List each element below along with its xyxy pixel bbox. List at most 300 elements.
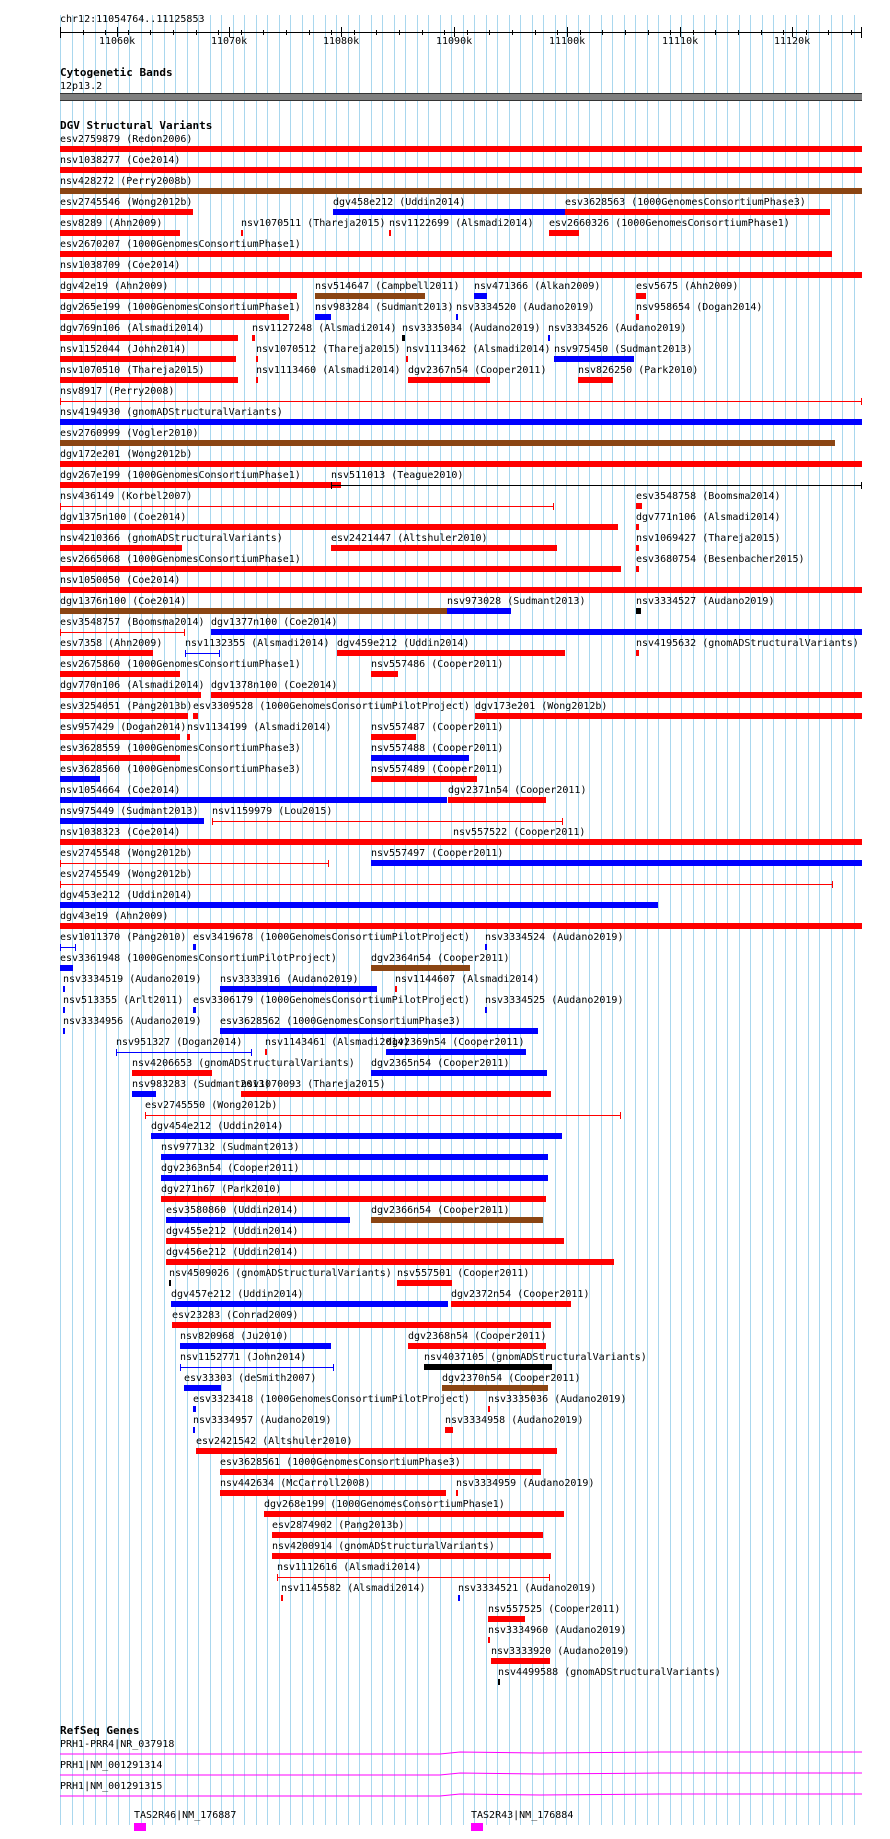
variant-bar[interactable] [180, 1367, 334, 1368]
variant-bar[interactable] [451, 1301, 571, 1307]
gene-label[interactable]: PRH1-PRR4|NR_037918 [60, 1739, 175, 1750]
variant-label[interactable]: dgv1378n100 (Coe2014) [211, 680, 338, 691]
variant-label[interactable]: esv3419678 (1000GenomesConsortiumPilotProject) [193, 932, 470, 943]
variant-bar[interactable] [408, 1343, 546, 1349]
gene-exon[interactable] [471, 1823, 483, 1831]
variant-label[interactable]: esv2675860 (1000GenomesConsortiumPhase1) [60, 659, 301, 670]
variant-label[interactable]: nsv1127248 (Alsmadi2014) [252, 323, 397, 334]
variant-bar[interactable] [60, 755, 180, 761]
variant-bar[interactable] [445, 1427, 453, 1433]
variant-label[interactable]: nsv977132 (Sudmant2013) [161, 1142, 300, 1153]
variant-label[interactable]: nsv4206653 (gnomADStructuralVariants) [132, 1058, 355, 1069]
variant-bar[interactable] [60, 632, 185, 633]
variant-bar[interactable] [565, 209, 830, 215]
variant-label[interactable]: nsv3334959 (Audano2019) [456, 1478, 595, 1489]
variant-bar[interactable] [187, 734, 190, 740]
variant-label[interactable]: nsv1152771 (John2014) [180, 1352, 307, 1363]
variant-bar[interactable] [264, 1511, 564, 1517]
grid-line [831, 15, 832, 1825]
variant-bar[interactable] [408, 377, 490, 383]
variant-label[interactable]: esv3254051 (Pang2013b) [60, 701, 193, 712]
variant-bar[interactable] [636, 608, 641, 614]
variant-bar[interactable] [60, 947, 76, 948]
variant-label[interactable]: esv3628563 (1000GenomesConsortiumPhase3) [565, 197, 806, 208]
ruler-minor-tick [83, 30, 84, 35]
variant-label[interactable]: nsv4037105 (gnomADStructuralVariants) [424, 1352, 647, 1363]
variant-bar[interactable] [60, 734, 180, 740]
variant-label[interactable]: esv3680754 (Besenbacher2015) [636, 554, 805, 565]
variant-label[interactable]: esv1011370 (Pang2010) [60, 932, 187, 943]
variant-bar[interactable] [371, 734, 416, 740]
variant-label[interactable]: esv2660326 (1000GenomesConsortiumPhase1) [549, 218, 790, 229]
variant-label[interactable]: dgv769n106 (Alsmadi2014) [60, 323, 205, 334]
variant-bar[interactable] [180, 1343, 331, 1349]
variant-label[interactable]: nsv513355 (Arlt2011) [63, 995, 184, 1006]
variant-label[interactable]: dgv43e19 (Ahn2009) [60, 911, 169, 922]
variant-label[interactable]: nsv3334525 (Audano2019) [485, 995, 624, 1006]
variant-bar[interactable] [60, 884, 833, 885]
variant-bar[interactable] [60, 335, 238, 341]
variant-bar[interactable] [60, 650, 153, 656]
variant-label[interactable]: dgv455e212 (Uddin2014) [166, 1226, 299, 1237]
variant-bar[interactable] [172, 1322, 551, 1328]
variant-label[interactable]: dgv42e19 (Ahn2009) [60, 281, 169, 292]
variant-bar[interactable] [60, 482, 341, 488]
variant-label[interactable]: nsv442634 (McCarroll2008) [220, 1478, 371, 1489]
variant-label[interactable]: esv2759879 (Redon2006) [60, 134, 193, 145]
variant-label[interactable]: nsv1112616 (Alsmadi2014) [277, 1562, 422, 1573]
variant-bar[interactable] [185, 653, 220, 654]
ruler-minor-tick [693, 30, 694, 35]
variant-bar[interactable] [60, 377, 238, 383]
gene-label[interactable]: TAS2R46|NM_176887 [134, 1810, 237, 1821]
variant-label[interactable]: nsv3334527 (Audano2019) [636, 596, 775, 607]
variant-label[interactable]: nsv557489 (Cooper2011) [371, 764, 504, 775]
variant-bar[interactable] [60, 209, 193, 215]
variant-label[interactable]: dgv2364n54 (Cooper2011) [371, 953, 510, 964]
variant-bar[interactable] [60, 167, 862, 173]
variant-label[interactable]: nsv820968 (Ju2010) [180, 1331, 289, 1342]
ruler-minor-tick [286, 30, 287, 35]
variant-label[interactable]: nsv1070512 (Thareja2015) [256, 344, 401, 355]
variant-bar[interactable] [371, 755, 469, 761]
variant-bar[interactable] [60, 230, 180, 236]
variant-label[interactable]: esv2421542 (Altshuler2010) [196, 1436, 353, 1447]
variant-label[interactable]: dgv271n67 (Park2010) [161, 1184, 282, 1195]
variant-bar[interactable] [554, 356, 634, 362]
variant-bar[interactable] [397, 1280, 452, 1286]
variant-label[interactable]: dgv2369n54 (Cooper2011) [386, 1037, 525, 1048]
variant-bar[interactable] [474, 293, 487, 299]
variant-label[interactable]: nsv3335034 (Audano2019) [402, 323, 541, 334]
variant-label[interactable]: nsv1038323 (Coe2014) [60, 827, 181, 838]
variant-label[interactable]: nsv1122699 (Alsmadi2014) [389, 218, 534, 229]
variant-label[interactable]: dgv770n106 (Alsmadi2014) [60, 680, 205, 691]
variant-label[interactable]: nsv975449 (Sudmant2013) [60, 806, 199, 817]
variant-label[interactable]: dgv1377n100 (Coe2014) [211, 617, 338, 628]
variant-label[interactable]: esv3628562 (1000GenomesConsortiumPhase3) [220, 1016, 461, 1027]
variant-bar[interactable] [458, 1595, 460, 1601]
variant-bar[interactable] [60, 188, 862, 194]
variant-bar[interactable] [281, 1595, 283, 1601]
variant-label[interactable]: dgv456e212 (Uddin2014) [166, 1247, 299, 1258]
variant-bar[interactable] [60, 587, 862, 593]
variant-bar[interactable] [132, 1091, 156, 1097]
variant-bar[interactable] [371, 965, 470, 971]
variant-label[interactable]: esv5675 (Ahn2009) [636, 281, 739, 292]
variant-bar[interactable] [315, 293, 425, 299]
variant-bar[interactable] [60, 419, 862, 425]
variant-bar[interactable] [60, 146, 862, 152]
variant-label[interactable]: nsv1159979 (Lou2015) [212, 806, 333, 817]
variant-bar[interactable] [60, 506, 554, 507]
variant-label[interactable]: nsv3334521 (Audano2019) [458, 1583, 597, 1594]
variant-label[interactable]: nsv3333920 (Audano2019) [491, 1646, 630, 1657]
grid-line [612, 15, 613, 1825]
variant-label[interactable]: nsv1144607 (Alsmadi2014) [395, 974, 540, 985]
variant-bar[interactable] [60, 902, 658, 908]
variant-bar[interactable] [448, 797, 546, 803]
variant-bar[interactable] [331, 545, 557, 551]
variant-label[interactable]: esv3548757 (Boomsma2014) [60, 617, 205, 628]
variant-bar[interactable] [184, 1385, 221, 1391]
variant-label[interactable]: nsv557486 (Cooper2011) [371, 659, 504, 670]
ruler-minor-tick [354, 30, 355, 35]
variant-bar[interactable] [60, 524, 618, 530]
variant-label[interactable]: nsv975450 (Sudmant2013) [554, 344, 693, 355]
grid-line [750, 15, 751, 1825]
variant-label[interactable]: nsv983283 (Sudmant2013) [132, 1079, 271, 1090]
variant-label[interactable]: nsv1143461 (Alsmadi2014) [265, 1037, 410, 1048]
variant-label[interactable]: dgv454e212 (Uddin2014) [151, 1121, 284, 1132]
variant-bar[interactable] [60, 566, 621, 572]
variant-label[interactable]: dgv2372n54 (Cooper2011) [451, 1289, 590, 1300]
variant-label[interactable]: dgv2370n54 (Cooper2011) [442, 1373, 581, 1384]
variant-bar[interactable] [277, 1577, 550, 1578]
variant-label[interactable]: dgv1376n100 (Coe2014) [60, 596, 187, 607]
variant-label[interactable]: nsv1070511 (Thareja2015) [241, 218, 386, 229]
variant-label[interactable]: dgv172e201 (Wong2012b) [60, 449, 193, 460]
variant-bar[interactable] [371, 776, 477, 782]
variant-bar[interactable] [60, 818, 204, 824]
variant-label[interactable]: dgv2365n54 (Cooper2011) [371, 1058, 510, 1069]
variant-bar[interactable] [60, 776, 100, 782]
variant-label[interactable]: dgv265e199 (1000GenomesConsortiumPhase1) [60, 302, 301, 313]
variant-bar[interactable] [60, 272, 862, 278]
variant-label[interactable]: dgv459e212 (Uddin2014) [337, 638, 470, 649]
variant-label[interactable]: nsv1132355 (Alsmadi2014) [185, 638, 330, 649]
variant-label[interactable]: nsv3334526 (Audano2019) [548, 323, 687, 334]
variant-label[interactable]: esv3628561 (1000GenomesConsortiumPhase3) [220, 1457, 461, 1468]
variant-bar[interactable] [636, 314, 639, 320]
variant-bar[interactable] [371, 671, 398, 677]
cyto-band[interactable] [60, 93, 862, 101]
variant-label[interactable]: nsv973028 (Sudmant2013) [447, 596, 586, 607]
variant-bar[interactable] [220, 1469, 541, 1475]
variant-label[interactable]: esv2874902 (Pang2013b) [272, 1520, 405, 1531]
variant-bar[interactable] [60, 671, 180, 677]
variant-bar[interactable] [220, 986, 377, 992]
grid-line [244, 15, 245, 1825]
variant-bar[interactable] [60, 251, 832, 257]
variant-label[interactable]: nsv4499588 (gnomADStructuralVariants) [498, 1667, 721, 1678]
variant-label[interactable]: nsv4195632 (gnomADStructuralVariants) [636, 638, 859, 649]
variant-label[interactable]: nsv3334958 (Audano2019) [445, 1415, 584, 1426]
variant-label[interactable]: nsv557501 (Cooper2011) [397, 1268, 530, 1279]
variant-bar[interactable] [488, 1637, 490, 1643]
variant-label[interactable]: esv2665068 (1000GenomesConsortiumPhase1) [60, 554, 301, 565]
variant-label[interactable]: esv3548758 (Boomsma2014) [636, 491, 781, 502]
variant-label[interactable]: dgv2371n54 (Cooper2011) [448, 785, 587, 796]
ruler-minor-tick [535, 30, 536, 35]
variant-bar[interactable] [211, 692, 862, 698]
variant-bar[interactable] [424, 1364, 552, 1370]
variant-bar[interactable] [636, 650, 639, 656]
variant-label[interactable]: nsv428272 (Perry2008b) [60, 176, 193, 187]
variant-bar[interactable] [161, 1196, 546, 1202]
variant-bar[interactable] [389, 230, 391, 236]
variant-bar[interactable] [395, 986, 397, 992]
variant-bar[interactable] [60, 401, 862, 402]
variant-label[interactable]: dgv2368n54 (Cooper2011) [408, 1331, 547, 1342]
variant-bar[interactable] [406, 356, 408, 362]
variant-label[interactable]: esv33303 (deSmith2007) [184, 1373, 317, 1384]
variant-bar[interactable] [447, 608, 511, 614]
variant-bar[interactable] [636, 524, 639, 530]
variant-label[interactable]: nsv511013 (Teague2010) [331, 470, 464, 481]
variant-bar[interactable] [60, 713, 188, 719]
variant-label[interactable]: nsv4200914 (gnomADStructuralVariants) [272, 1541, 495, 1552]
variant-bar[interactable] [60, 608, 447, 614]
variant-label[interactable]: dgv2363n54 (Cooper2011) [161, 1163, 300, 1174]
variant-bar[interactable] [166, 1217, 350, 1223]
variant-label[interactable]: esv7358 (Ahn2009) [60, 638, 163, 649]
variant-bar[interactable] [252, 335, 255, 341]
variant-bar[interactable] [166, 1238, 564, 1244]
variant-label[interactable]: nsv1070510 (Thareja2015) [60, 365, 205, 376]
variant-bar[interactable] [196, 1448, 557, 1454]
variant-label[interactable]: esv2745548 (Wong2012b) [60, 848, 193, 859]
variant-bar[interactable] [442, 1385, 548, 1391]
variant-bar[interactable] [211, 629, 862, 635]
variant-label[interactable]: nsv1113462 (Alsmadi2014) [406, 344, 551, 355]
variant-bar[interactable] [60, 440, 835, 446]
variant-label[interactable]: nsv951327 (Dogan2014) [116, 1037, 243, 1048]
gene-label[interactable]: PRH1|NM_001291315 [60, 1781, 163, 1792]
variant-bar[interactable] [151, 1133, 562, 1139]
variant-label[interactable]: esv3309528 (1000GenomesConsortiumPilotProject) [193, 701, 470, 712]
variant-label[interactable]: nsv3334520 (Audano2019) [456, 302, 595, 313]
variant-bar[interactable] [636, 293, 646, 299]
variant-bar[interactable] [475, 713, 862, 719]
variant-bar[interactable] [386, 1049, 526, 1055]
variant-bar[interactable] [256, 377, 258, 383]
variant-bar[interactable] [161, 1175, 548, 1181]
variant-label[interactable]: nsv4194930 (gnomADStructuralVariants) [60, 407, 283, 418]
variant-bar[interactable] [60, 839, 862, 845]
variant-label[interactable]: nsv1038709 (Coe2014) [60, 260, 181, 271]
variant-label[interactable]: nsv557488 (Cooper2011) [371, 743, 504, 754]
variant-label[interactable]: nsv4509026 (gnomADStructuralVariants) [169, 1268, 392, 1279]
variant-label[interactable]: esv2421447 (Altshuler2010) [331, 533, 488, 544]
variant-bar[interactable] [60, 293, 297, 299]
variant-label[interactable]: esv3580860 (Uddin2014) [166, 1205, 299, 1216]
variant-label[interactable]: esv3361948 (1000GenomesConsortiumPilotProject) [60, 953, 337, 964]
variant-label[interactable]: nsv3334519 (Audano2019) [63, 974, 202, 985]
variant-bar[interactable] [116, 1052, 252, 1053]
variant-bar[interactable] [132, 1070, 212, 1076]
variant-bar[interactable] [371, 1217, 543, 1223]
variant-bar[interactable] [241, 1091, 551, 1097]
variant-bar[interactable] [578, 377, 613, 383]
variant-bar[interactable] [548, 335, 550, 341]
variant-label[interactable]: nsv958654 (Dogan2014) [636, 302, 763, 313]
variant-label[interactable]: dgv2367n54 (Cooper2011) [408, 365, 547, 376]
variant-label[interactable]: nsv826250 (Park2010) [578, 365, 699, 376]
variant-bar[interactable] [636, 503, 642, 509]
variant-bar[interactable] [488, 1406, 490, 1412]
variant-label[interactable]: nsv471366 (Alkan2009) [474, 281, 601, 292]
variant-bar[interactable] [331, 485, 862, 486]
variant-bar[interactable] [193, 1007, 196, 1013]
variant-label[interactable]: nsv1113460 (Alsmadi2014) [256, 365, 401, 376]
variant-label[interactable]: nsv1069427 (Thareja2015) [636, 533, 781, 544]
variant-label[interactable]: esv23283 (Conrad2009) [172, 1310, 299, 1321]
variant-bar[interactable] [63, 986, 65, 992]
variant-label[interactable]: nsv436149 (Korbel2007) [60, 491, 193, 502]
variant-label[interactable]: nsv3335036 (Audano2019) [488, 1394, 627, 1405]
ruler-minor-tick [422, 30, 423, 35]
variant-bar[interactable] [272, 1532, 543, 1538]
variant-label[interactable]: esv2745550 (Wong2012b) [145, 1100, 278, 1111]
variant-bar[interactable] [491, 1658, 550, 1664]
variant-label[interactable]: nsv1070093 (Thareja2015) [241, 1079, 386, 1090]
variant-bar[interactable] [371, 860, 862, 866]
variant-bar[interactable] [272, 1553, 551, 1559]
variant-label[interactable]: esv3628560 (1000GenomesConsortiumPhase3) [60, 764, 301, 775]
variant-bar[interactable] [63, 1028, 65, 1034]
variant-label[interactable]: nsv557497 (Cooper2011) [371, 848, 504, 859]
variant-label[interactable]: nsv3333916 (Audano2019) [220, 974, 359, 985]
variant-bar[interactable] [549, 230, 579, 236]
variant-bar[interactable] [636, 566, 639, 572]
gene-label[interactable]: TAS2R43|NM_176884 [471, 1810, 574, 1821]
variant-label[interactable]: nsv1152044 (John2014) [60, 344, 187, 355]
variant-bar[interactable] [193, 944, 196, 950]
variant-bar[interactable] [60, 545, 182, 551]
variant-label[interactable]: esv2760999 (Vogler2010) [60, 428, 199, 439]
variant-bar[interactable] [241, 230, 243, 236]
variant-bar[interactable] [333, 209, 566, 215]
variant-bar[interactable] [60, 356, 236, 362]
variant-bar[interactable] [256, 356, 258, 362]
variant-label[interactable]: dgv453e212 (Uddin2014) [60, 890, 193, 901]
variant-bar[interactable] [145, 1115, 621, 1116]
variant-label[interactable]: esv8289 (Ahn2009) [60, 218, 163, 229]
variant-bar[interactable] [456, 314, 458, 320]
variant-label[interactable]: nsv1038277 (Coe2014) [60, 155, 181, 166]
variant-label[interactable]: esv2670207 (1000GenomesConsortiumPhase1) [60, 239, 301, 250]
variant-bar[interactable] [371, 1070, 547, 1076]
variant-label[interactable]: dgv457e212 (Uddin2014) [171, 1289, 304, 1300]
variant-bar[interactable] [636, 545, 639, 551]
variant-label[interactable]: nsv3334524 (Audano2019) [485, 932, 624, 943]
variant-label[interactable]: esv3306179 (1000GenomesConsortiumPilotProject) [193, 995, 470, 1006]
variant-label[interactable]: nsv983284 (Sudmant2013) [315, 302, 454, 313]
variant-label[interactable]: esv2745549 (Wong2012b) [60, 869, 193, 880]
variant-label[interactable]: nsv1145582 (Alsmadi2014) [281, 1583, 426, 1594]
variant-label[interactable]: esv3628559 (1000GenomesConsortiumPhase3) [60, 743, 301, 754]
variant-bar[interactable] [60, 692, 201, 698]
variant-label[interactable]: nsv514647 (Campbell2011) [315, 281, 460, 292]
variant-label[interactable]: dgv771n106 (Alsmadi2014) [636, 512, 781, 523]
variant-bar[interactable] [60, 797, 447, 803]
gene-exon[interactable] [134, 1823, 146, 1831]
variant-bar[interactable] [60, 965, 73, 971]
variant-label[interactable]: nsv3334960 (Audano2019) [488, 1625, 627, 1636]
variant-label[interactable]: nsv557522 (Cooper2011) [453, 827, 586, 838]
variant-label[interactable]: esv2745546 (Wong2012b) [60, 197, 193, 208]
variant-bar[interactable] [169, 1280, 171, 1286]
variant-bar[interactable] [60, 863, 329, 864]
variant-label[interactable]: dgv268e199 (1000GenomesConsortiumPhase1) [264, 1499, 505, 1510]
variant-bar[interactable] [193, 1427, 195, 1433]
variant-label[interactable]: dgv173e201 (Wong2012b) [475, 701, 608, 712]
grid-line [624, 15, 625, 1825]
gene-label[interactable]: PRH1|NM_001291314 [60, 1760, 163, 1771]
variant-bar[interactable] [193, 713, 198, 719]
variant-bar[interactable] [161, 1154, 548, 1160]
variant-label[interactable]: nsv557487 (Cooper2011) [371, 722, 504, 733]
variant-bar[interactable] [212, 821, 563, 822]
variant-bar[interactable] [456, 1490, 458, 1496]
variant-bar[interactable] [488, 1616, 525, 1622]
grid-line [796, 15, 797, 1825]
variant-label[interactable]: nsv4210366 (gnomADStructuralVariants) [60, 533, 283, 544]
variant-bar[interactable] [63, 1007, 65, 1013]
variant-label[interactable]: dgv458e212 (Uddin2014) [333, 197, 466, 208]
variant-bar[interactable] [265, 1049, 267, 1055]
variant-label[interactable]: nsv1054664 (Coe2014) [60, 785, 181, 796]
grid-line [198, 15, 199, 1825]
variant-bar[interactable] [60, 923, 862, 929]
variant-bar[interactable] [485, 1007, 487, 1013]
variant-label[interactable]: dgv1375n100 (Coe2014) [60, 512, 187, 523]
variant-bar[interactable] [220, 1028, 538, 1034]
variant-bar[interactable] [498, 1679, 500, 1685]
variant-bar[interactable] [60, 314, 289, 320]
variant-bar[interactable] [337, 650, 565, 656]
variant-bar[interactable] [193, 1406, 196, 1412]
variant-bar[interactable] [60, 461, 862, 467]
variant-label[interactable]: esv3323418 (1000GenomesConsortiumPilotProject) [193, 1394, 470, 1405]
variant-label[interactable]: nsv1134199 (Alsmadi2014) [187, 722, 332, 733]
variant-label[interactable]: nsv557525 (Cooper2011) [488, 1604, 621, 1615]
variant-label[interactable]: nsv3334956 (Audano2019) [63, 1016, 202, 1027]
variant-bar[interactable] [166, 1259, 614, 1265]
variant-label[interactable]: nsv8917 (Perry2008) [60, 386, 175, 397]
variant-label[interactable]: nsv3334957 (Audano2019) [193, 1415, 332, 1426]
variant-bar[interactable] [485, 944, 487, 950]
variant-bar[interactable] [315, 314, 331, 320]
variant-label[interactable]: dgv267e199 (1000GenomesConsortiumPhase1) [60, 470, 301, 481]
variant-bar[interactable] [220, 1490, 446, 1496]
variant-bar[interactable] [171, 1301, 448, 1307]
variant-label[interactable]: dgv2366n54 (Cooper2011) [371, 1205, 510, 1216]
variant-label[interactable]: esv957429 (Dogan2014) [60, 722, 187, 733]
variant-label[interactable]: nsv1050050 (Coe2014) [60, 575, 181, 586]
variant-bar[interactable] [402, 335, 405, 341]
